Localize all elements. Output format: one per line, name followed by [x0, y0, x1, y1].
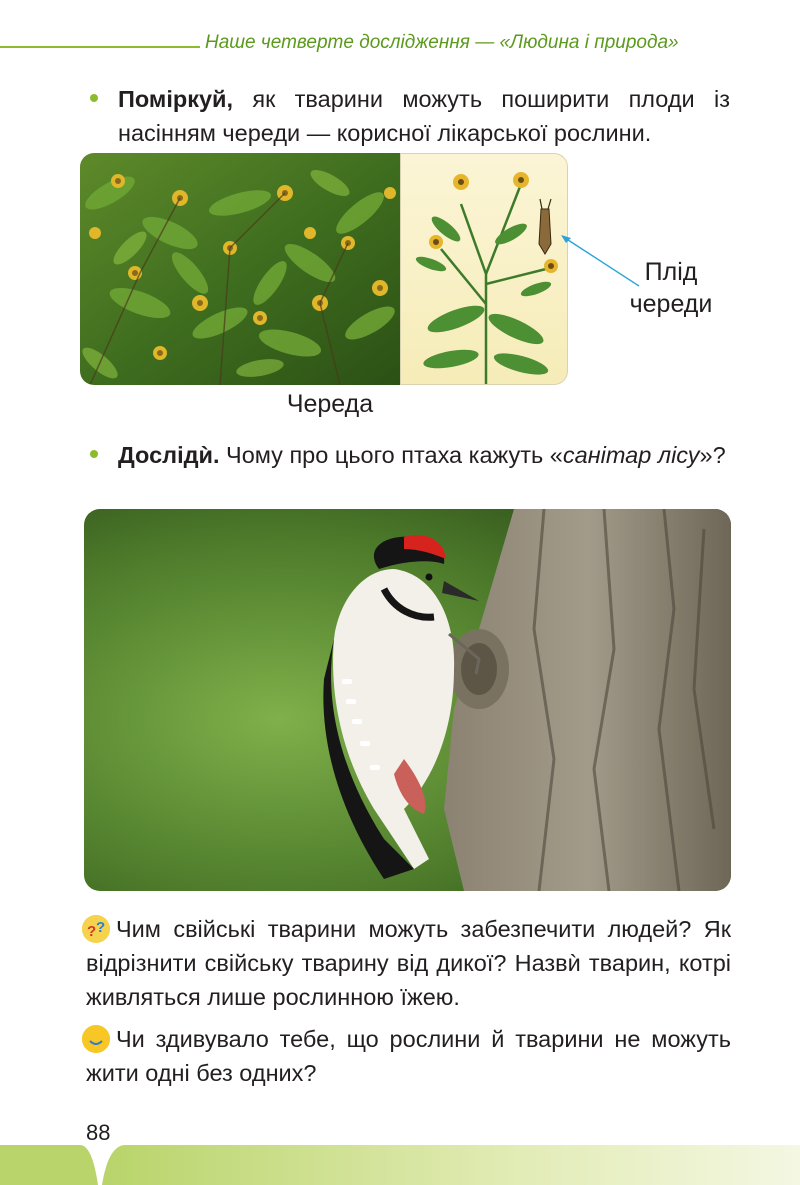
- paragraph-ponder: [118, 82, 730, 150]
- explore-text: Чому про цього птаха кажуть «: [219, 442, 563, 468]
- question-paragraph: Чим свійські тварини можуть забезпечити людей? Як відрізнити свійську тварину від дикої? Назвѝ тварин, котрі живляться лише рослинною їжею.: [86, 916, 731, 1010]
- explore-text-end: »?: [699, 442, 726, 468]
- ponder-text: як тварини можуть поширити плоди із насінням череди — корисної лікарської рослини.: [118, 86, 730, 146]
- bur-marigold-photo: [80, 153, 402, 385]
- svg-text:?: ?: [87, 923, 97, 940]
- explore-italic: санітар лісу: [562, 442, 700, 468]
- reflection-paragraph: Чи здивувало тебе, що рослини й тварини не можуть жити одні без одних?: [86, 1026, 731, 1086]
- figure-caption: Череда: [286, 390, 374, 418]
- explore-bold: Дослідѝ.: [118, 442, 220, 468]
- paragraph-explore: [118, 438, 730, 472]
- svg-text:?: ?: [96, 919, 106, 936]
- fruit-label: [606, 256, 736, 320]
- bullet-dot: [90, 450, 98, 458]
- fruit-label-line2: череди: [629, 290, 713, 318]
- woodpecker-photo: [84, 509, 731, 891]
- header-title: Наше четверте дослідження — «Людина і природа»: [205, 32, 679, 53]
- header-rule: [0, 46, 200, 48]
- bur-marigold-drawing: [400, 153, 568, 385]
- footer-band: [0, 1145, 800, 1185]
- bullet-dot: [90, 94, 98, 102]
- ponder-bold: Поміркуй,: [118, 86, 234, 112]
- page-number: 88: [86, 1120, 111, 1145]
- fruit-label-line1: Плід: [644, 258, 698, 286]
